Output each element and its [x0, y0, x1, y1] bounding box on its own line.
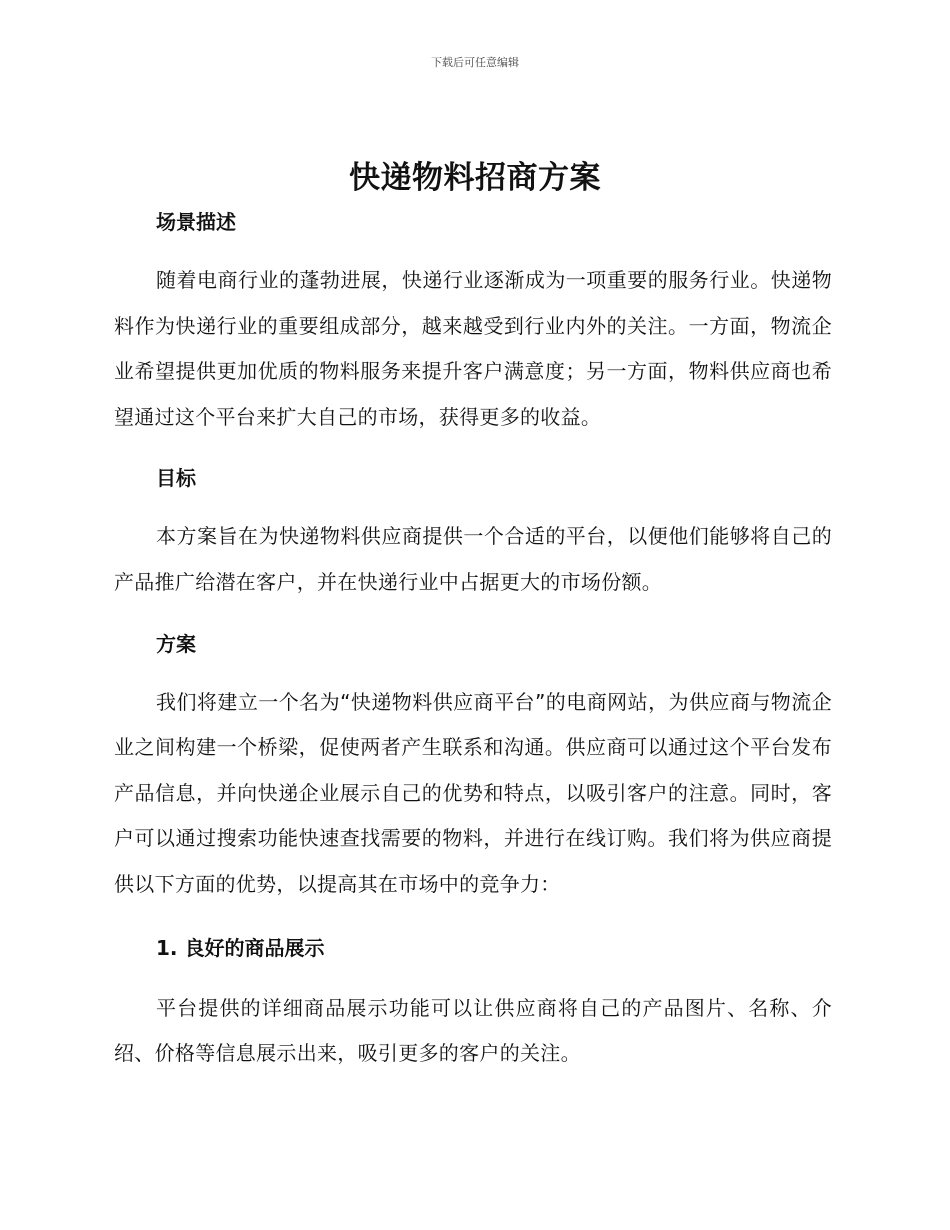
section-paragraph-goal: 本方案旨在为快递物料供应商提供一个合适的平台，以便他们能够将自己的产品推广给潜在客户，并在快递行业中占据更大的市场份额。	[114, 524, 832, 594]
document-title: 快递物料招商方案	[349, 160, 601, 196]
section-paragraph-scenario: 随着电商行业的蓬勃进展，快递行业逐渐成为一项重要的服务行业。快递物料作为快递行业的重要组成部分，越来越受到行业内外的关注。一方面，物流企业希望提供更加优质的物料服务来提升客户满意度；另一方面，物料供应商也希望通过这个平台来扩大自己的市场，获得更多的收益。	[114, 268, 832, 429]
section-paragraph-product-display: 平台提供的详细商品展示功能可以让供应商将自己的产品图片、名称、介绍、价格等信息展示出来，吸引更多的客户的关注。	[114, 995, 832, 1066]
section-heading-plan: 方案	[156, 631, 196, 656]
header-note: 下载后可任意编辑	[431, 56, 519, 69]
section-heading-product-display: 1. 良好的商品展示	[156, 935, 325, 960]
section-heading-goal: 目标	[156, 466, 196, 491]
section-paragraph-plan: 我们将建立一个名为“快递物料供应商平台”的电商网站，为供应商与物流企业之间构建一个桥梁，促使两者产生联系和沟通。供应商可以通过这个平台发布产品信息，并向快递企业展示自己的优势和特点，以吸引客户的注意。同时，客户可以通过搜索功能快速查找需要的物料，并进行在线订购。我们将为供应商提供以下方面的优势，以提高其在市场中的竞争力：	[114, 689, 832, 896]
document-body	[114, 206, 832, 1077]
section-heading-scenario: 场景描述	[156, 210, 236, 234]
